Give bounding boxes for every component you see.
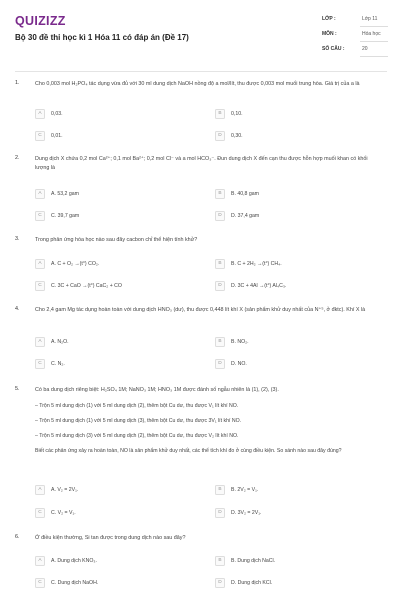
question-number: 3. [15,236,20,242]
meta-subject-label: MÔN : [322,31,337,37]
option-text: A. V₂ = 2V₁. [51,486,79,493]
option-letter: D [215,281,225,291]
option-a[interactable] [35,555,97,566]
question-number: 1. [15,80,20,86]
option-text: C. 3C + CaO →(t°) CaC₂ + CO [51,282,122,289]
option-c[interactable] [35,130,63,141]
question-text: Dung dịch X chứa 0,2 mol Ca²⁺; 0,1 mol Ba²⁺; 0,2 mol Cl⁻ và a mol HCO₃⁻. Đun dung dịch X đến cạn thu được hỗn hợp muối khan có khối lượng là [35,156,368,171]
option-c[interactable] [35,210,79,221]
option-text: D. 37,4 gam [231,212,260,219]
option-letter: B [215,337,225,347]
option-text: 0,01. [51,132,63,139]
option-text: C. 39,7 gam [51,212,80,219]
option-a[interactable] [35,108,63,119]
option-d[interactable] [215,210,259,221]
option-d[interactable] [215,358,247,369]
option-b[interactable] [215,484,258,495]
option-letter: A [35,337,45,347]
option-letter: C [35,578,45,588]
option-c[interactable] [35,280,122,291]
option-c[interactable] [35,358,65,369]
question-number: 6. [15,534,20,540]
worksheet-title: Bộ 30 đề thi học kì 1 Hóa 11 có đáp án (Đề 17) [15,33,189,42]
option-letter: A [35,556,45,566]
option-letter: A [35,485,45,495]
option-letter: D [215,508,225,518]
question-text: Ở điều kiện thường, Si tan được trong dung dịch nào sau đây? [35,535,186,541]
option-text: C. Dung dịch NaOH. [51,579,99,586]
option-text: B. C + 2H₂ →(t°) CH₄. [231,260,282,267]
meta-count-line [360,56,388,57]
option-b[interactable] [215,188,259,199]
option-text: 0,30. [231,132,243,139]
option-b[interactable] [215,108,243,119]
option-text: A. Dung dịch KNO₃. [51,557,97,564]
option-text: D. NO. [231,360,247,367]
question-step: – Trộn 5 ml dung dịch (1) với 5 ml dung dịch (3), thêm bột Cu dư, thu được 3V₁ lít khí NO. [35,418,242,424]
option-d[interactable] [215,130,243,141]
header-divider [15,71,387,72]
option-c[interactable] [35,577,98,588]
question-text: Cho 2,4 gam Mg tác dụng hoàn toàn với dung dịch HNO₃ (dư), thu được 0,448 lít khí X (sản phẩm khử duy nhất của N⁺⁵, ở đktc). Khí X là [35,307,366,313]
option-text: A. N₂O. [51,338,69,345]
option-b[interactable] [215,555,275,566]
question-number: 5. [15,386,20,392]
question-number: 4. [15,306,20,312]
option-a[interactable] [35,484,78,495]
option-a[interactable] [35,188,79,199]
option-letter: C [35,211,45,221]
meta-count-label: SỐ CÂU : [322,46,345,52]
meta-subject-value: Hóa học [362,31,381,37]
option-letter: B [215,109,225,119]
option-text: A. 53,2 gam [51,190,79,197]
option-letter: D [215,211,225,221]
option-letter: B [215,259,225,269]
option-text: B. NO₂. [231,338,249,345]
option-text: B. 2V₂ = V₁. [231,486,259,493]
option-text: D. 3C + 4Al →(t°) Al₄C₃. [231,282,287,289]
option-letter: B [215,556,225,566]
question-text: Trong phản ứng hóa học nào sau đây cacbon chỉ thể hiện tính khử? [35,237,198,243]
option-a[interactable] [35,258,99,269]
question-step: – Trộn 5 ml dung dịch (1) với 5 ml dung dịch (2), thêm bột Cu dư, thu được V₁ lít khí NO. [35,403,239,409]
option-text: C. N₂. [51,360,65,367]
meta-class-line [360,26,388,27]
option-d[interactable] [215,280,286,291]
option-b[interactable] [215,258,282,269]
option-text: B. 40,8 gam [231,190,259,197]
question-step: – Trộn 5 ml dung dịch (3) với 5 ml dung dịch (2), thêm bột Cu dư, thu được V₂ lít khí NO. [35,433,239,439]
quizizz-logo: QUIZIZZ [15,14,66,28]
question-text: Cho 0,003 mol H₂PO₄ tác dụng vừa đủ với 30 ml dung dịch NaOH nồng độ a mol/lít, thu được 0,003 mol muối trung hòa. Giá trị của a là [35,81,360,87]
option-letter: C [35,359,45,369]
option-text: D. Dung dịch KCl. [231,579,273,586]
option-text: B. Dung dịch NaCl. [231,557,276,564]
option-a[interactable] [35,336,69,347]
option-letter: A [35,259,45,269]
question-text: Có ba dung dịch riêng biệt: H₂SO₄ 1M; NaNO₃ 1M; HNO₃ 1M được đánh số ngẫu nhiên là (1), (2), (3). [35,387,279,393]
option-text: 0,03. [51,110,63,117]
option-letter: C [35,281,45,291]
option-d[interactable] [215,507,261,518]
option-letter: A [35,109,45,119]
option-text: D. 3V₂ = 2V₁. [231,509,262,516]
option-letter: B [215,485,225,495]
meta-count-value: 20 [362,46,368,52]
option-text: 0,10. [231,110,243,117]
option-letter: C [35,131,45,141]
option-letter: D [215,131,225,141]
option-c[interactable] [35,507,76,518]
meta-subject-line [360,41,388,42]
option-letter: C [35,508,45,518]
option-text: A. C + O₂ →(t°) CO₂. [51,260,100,267]
meta-class-value: Lớp 11 [362,16,378,22]
meta-class-label: LỚP : [322,16,336,22]
option-letter: D [215,578,225,588]
option-d[interactable] [215,577,272,588]
worksheet-header [0,0,400,70]
option-letter: A [35,189,45,199]
question-condition: Biết các phản ứng xảy ra hoàn toàn, NO là sản phẩm khử duy nhất, các thể tích khí đo ở cùng điều kiện. So sánh nào sau đây đúng? [35,448,342,454]
option-b[interactable] [215,336,249,347]
question-number: 2. [15,155,20,161]
option-letter: B [215,189,225,199]
option-text: C. V₂ = V₁. [51,509,76,516]
option-letter: D [215,359,225,369]
